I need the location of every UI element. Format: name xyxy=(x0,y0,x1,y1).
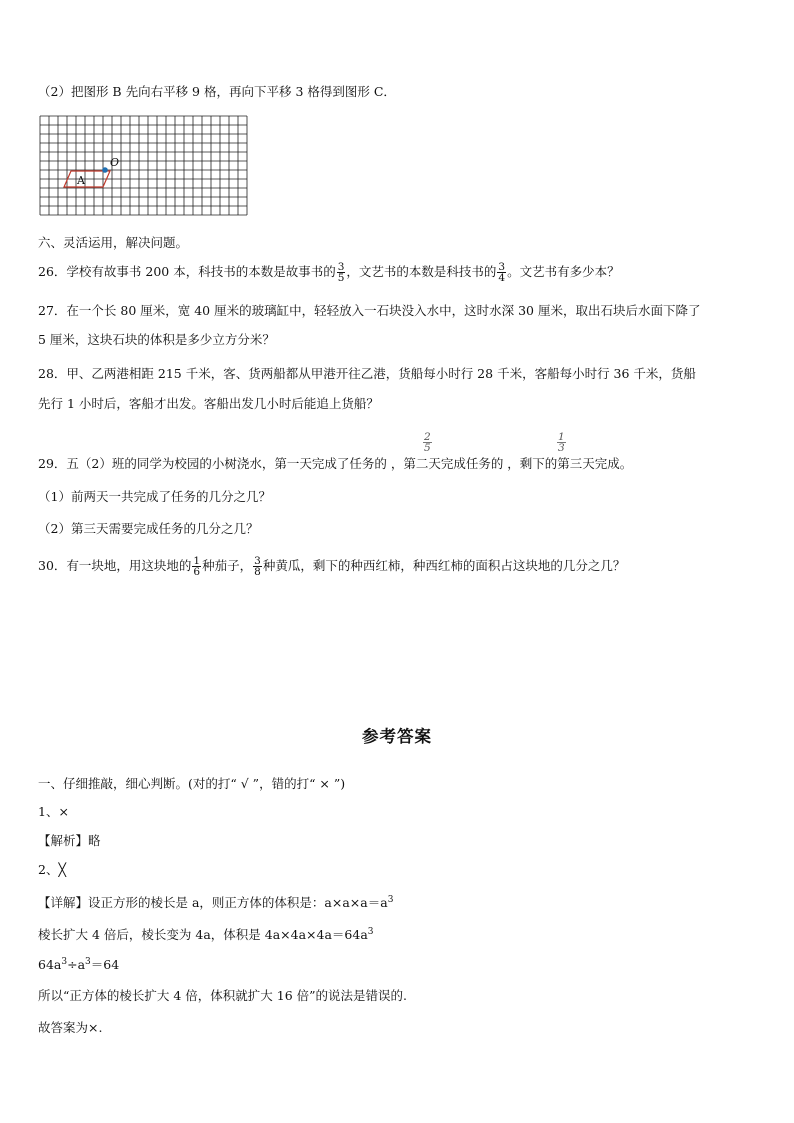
q29-fraction-1: $\frac{2}{5}$ xyxy=(424,431,431,454)
q29-text: 29．五（2）班的同学为校园的小树浇水，第一天完成了任务的 ，第二天完成任务的 ，剩下的第三天完成。 xyxy=(38,456,633,471)
answer-2-detail: 【详解】设正方形的棱长是 a，则正方体的体积是：$a\times a\times a=a^3$ xyxy=(38,894,394,910)
q25-part2-text: （2）把图形 B 先向右平移 9 格，再向下平移 3 格得到图形 C． xyxy=(38,84,396,99)
answers-section-1: 一、仔细推敲，细心判断。(对的打“ √ ”，错的打“ × ”) xyxy=(38,776,346,791)
q26-text: 26．学校有故事书 200 本，科技书的本数是故事书的 $\frac{3}{5}$ ，文艺书的本数是科技书的 $\frac{3}{4}$ 。文艺书有多少本？ xyxy=(38,261,620,284)
q28-line-2: 先行 1 小时后，客船才出发。客船出发几小时后能追上货船？ xyxy=(38,396,379,411)
answers-heading: 参考答案 xyxy=(362,727,432,746)
point-o xyxy=(102,167,108,173)
q30-fraction-2: $\frac{3}{8}$ xyxy=(254,555,261,578)
answer-2-line-5: 故答案为×. xyxy=(38,1020,103,1035)
q26-fraction-1: $\frac{3}{5}$ xyxy=(337,261,345,284)
answer-2: 2、╳ xyxy=(38,862,66,877)
point-o-label: O xyxy=(110,156,120,169)
grid-lines xyxy=(40,116,247,215)
answer-2-line-4: 所以“正方体的棱长扩大 4 倍，体积就扩大 16 倍”的说法是错误的. xyxy=(38,988,408,1003)
q27-line-2: 5 厘米，这块石块的体积是多少立方分米？ xyxy=(38,332,275,347)
answer-2-line-3: $64a^3\div a^3=64$ xyxy=(38,956,120,972)
q26-fraction-2: $\frac{3}{4}$ xyxy=(498,261,506,284)
q30-fraction-1: $\frac{1}{6}$ xyxy=(193,555,201,578)
q30-text: 30．有一块地，用这块地的 $\frac{1}{6}$ 种茄子， $\frac{3}{8}$ 种黄瓜，剩下的种西红柿，种西红柿的面积占这块地的几分之几？ xyxy=(38,555,626,578)
shape-a-label: A xyxy=(77,174,85,187)
q29-fraction-2: $\frac{1}{3}$ xyxy=(558,431,565,454)
answer-1-analysis: 【解析】略 xyxy=(38,833,101,848)
answer-2-line-2: 棱长扩大 4 倍后，棱长变为 4a，体积是 $4a\times 4a\times 4a=64a^3$ xyxy=(38,926,374,942)
q29-sub-2: （2）第三天需要完成任务的几分之几？ xyxy=(38,521,259,536)
q27-line-1: 27．在一个长 80 厘米，宽 40 厘米的玻璃缸中，轻轻放入一石块没入水中，这时水深 30 厘米，取出石块后水面下降了 xyxy=(38,303,701,318)
grid-figure xyxy=(39,115,255,223)
q29-sub-1: （1）前两天一共完成了任务的几分之几？ xyxy=(38,489,271,504)
answer-1: 1、× xyxy=(38,804,69,819)
section-6-heading: 六、灵活运用，解决问题。 xyxy=(38,235,189,250)
q28-line-1: 28．甲、乙两港相距 215 千米，客、货两船都从甲港开往乙港，货船每小时行 28 千米，客船每小时行 36 千米，货船 xyxy=(38,366,696,381)
